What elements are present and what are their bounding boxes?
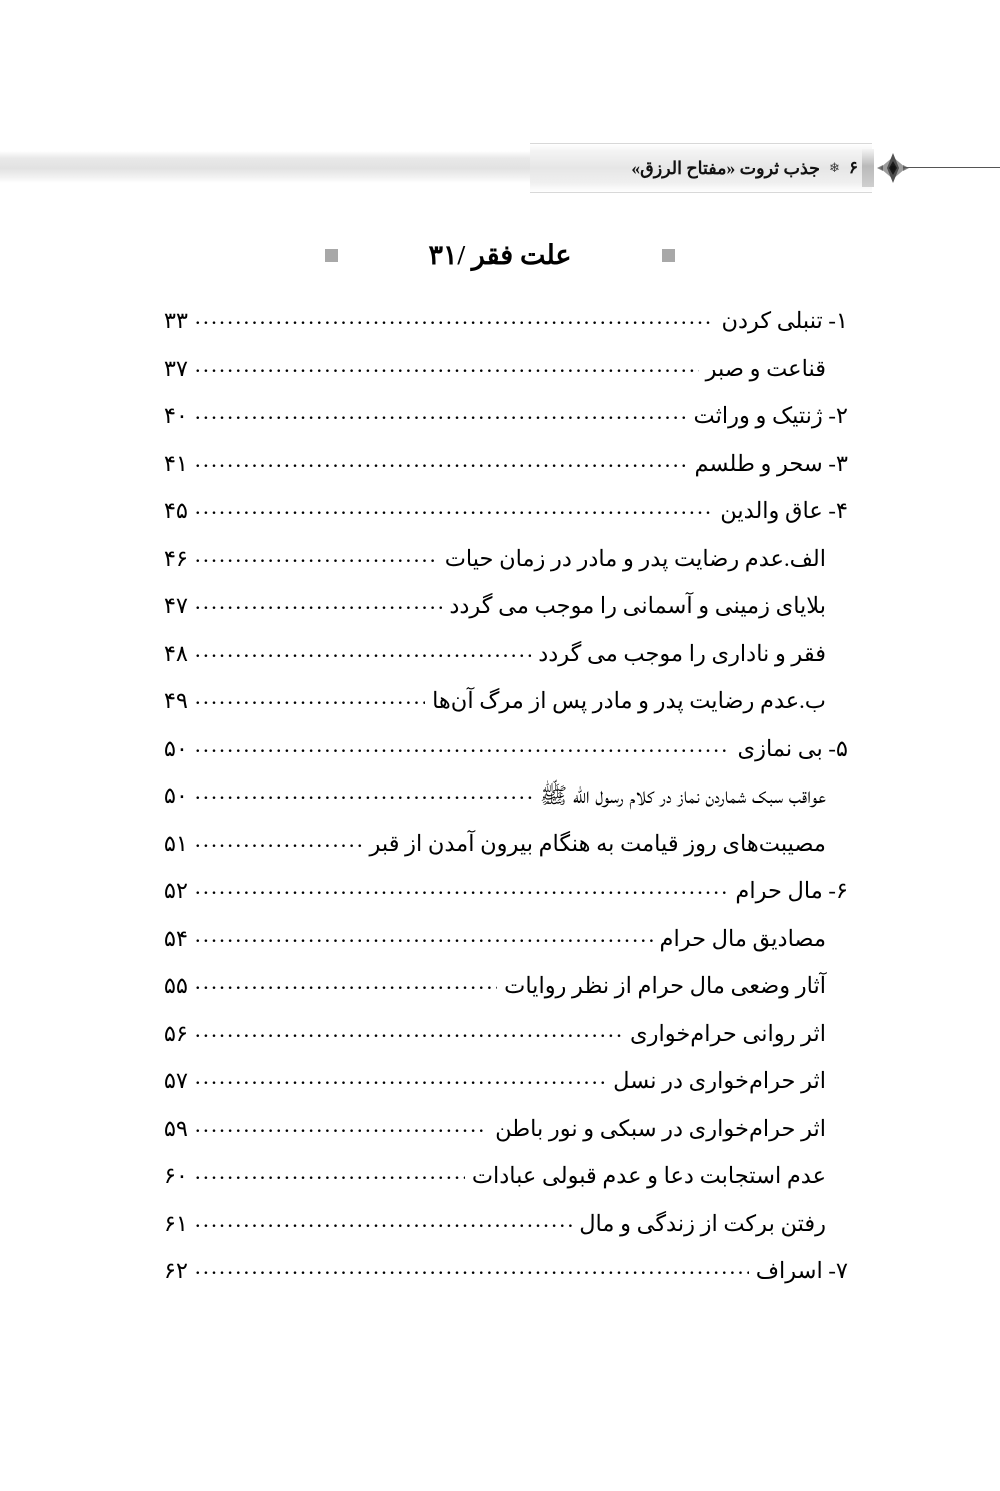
toc-leader-dots <box>195 816 363 864</box>
toc-entry[interactable] <box>152 392 848 440</box>
toc-leader-dots <box>195 1053 606 1101</box>
toc-entry-label: اثر روانی حرام‌خواری <box>630 1020 826 1046</box>
section-title: علت فقر /۳۱ <box>428 239 572 270</box>
page-folio-number: ۶ <box>848 158 858 177</box>
toc-entry-page-number: ۵۰ <box>163 783 188 808</box>
table-of-contents <box>152 297 848 1295</box>
toc-entry[interactable] <box>152 1200 848 1248</box>
toc-entry-label: ۴- عاق والدین <box>720 498 848 523</box>
toc-entry[interactable] <box>152 772 848 820</box>
diamond-ornament-icon <box>876 152 910 184</box>
toc-entry-page-number: ۵۵ <box>163 973 188 998</box>
toc-entry[interactable] <box>152 1010 848 1058</box>
toc-entry[interactable] <box>152 1057 848 1105</box>
toc-entry-page-number: ۵۱ <box>163 830 188 856</box>
toc-entry-page-number: ۴۵ <box>163 498 188 523</box>
toc-entry-label: ۶- مال حرام <box>735 878 848 903</box>
toc-leader-dots <box>195 388 686 436</box>
toc-leader-dots <box>195 436 687 484</box>
toc-leader-dots <box>195 863 728 911</box>
toc-leader-dots <box>195 911 653 959</box>
toc-leader-dots <box>195 768 533 816</box>
toc-entry-page-number: ۴۱ <box>163 450 188 476</box>
toc-entry[interactable] <box>152 345 848 393</box>
header-spine-tab <box>862 149 874 187</box>
toc-entry-label: الف.عدم رضایت پدر و مادر در زمان حیات <box>444 545 826 571</box>
toc-entry-label: ۳- سحر و طلسم <box>694 450 848 476</box>
toc-entry[interactable] <box>152 677 848 725</box>
toc-leader-dots <box>195 341 699 389</box>
toc-entry-page-number: ۶۰ <box>163 1163 188 1188</box>
toc-entry-label: آثار وضعی مال حرام از نظر روایات <box>504 973 826 998</box>
toc-entry-label: ۱- تنبلی کردن <box>721 308 848 333</box>
toc-entry-label: قناعت و صبر <box>705 355 826 381</box>
toc-entry[interactable] <box>152 535 848 583</box>
section-title-row <box>0 232 1000 278</box>
toc-entry-page-number: ۵۹ <box>163 1115 188 1141</box>
toc-entry-label: ب.عدم رضایت پدر و مادر پس از مرگ آن‌ها <box>432 688 826 713</box>
toc-leader-dots <box>195 578 442 626</box>
toc-leader-dots <box>195 1148 465 1196</box>
toc-entry-page-number: ۳۳ <box>163 308 188 333</box>
toc-entry[interactable] <box>152 1247 848 1295</box>
toc-entry-label: رفتن برکت از زندگی و مال <box>579 1210 826 1236</box>
toc-leader-dots <box>195 531 438 579</box>
toc-leader-dots <box>195 1196 572 1244</box>
toc-entry-label: فقر و ناداری را موجب می گردد <box>538 640 826 666</box>
toc-entry[interactable] <box>152 297 848 345</box>
toc-entry-label: عواقب سبک شماردن نماز در کلام رسول الله ﷺ <box>540 783 826 808</box>
header-title-plate <box>530 143 872 193</box>
toc-entry-label: ۵- بی نمازی <box>737 735 848 761</box>
toc-entry[interactable] <box>152 820 848 868</box>
square-marker-icon-right <box>662 249 675 262</box>
toc-entry-label: ۷- اسراف <box>755 1258 848 1283</box>
toc-entry-page-number: ۶۱ <box>163 1210 188 1236</box>
header-rule-line <box>903 167 1000 168</box>
toc-entry[interactable] <box>152 725 848 773</box>
toc-entry-page-number: ۴۷ <box>163 593 188 618</box>
toc-entry-page-number: ۳۷ <box>163 355 188 381</box>
toc-leader-dots <box>195 958 497 1006</box>
running-header <box>0 143 1000 191</box>
toc-entry[interactable] <box>152 440 848 488</box>
toc-entry-page-number: ۵۷ <box>163 1068 188 1093</box>
toc-entry[interactable] <box>152 1105 848 1153</box>
running-title: جذب ثروت «مفتاح الرزق» <box>631 157 820 178</box>
toc-leader-dots <box>195 483 713 531</box>
toc-entry-label: اثر حرام‌خواری در نسل <box>613 1068 826 1093</box>
toc-entry[interactable] <box>152 962 848 1010</box>
toc-leader-dots <box>195 293 714 341</box>
toc-entry-label: اثر حرام‌خواری در سبکی و نور باطن <box>495 1115 826 1141</box>
toc-entry-label: مصادیق مال حرام <box>659 925 826 951</box>
toc-entry-page-number: ۶۲ <box>163 1258 188 1283</box>
toc-leader-dots <box>195 1101 488 1149</box>
toc-entry-page-number: ۴۰ <box>163 403 188 428</box>
toc-entry-label: بلایای زمینی و آسمانی را موجب می گردد <box>449 593 826 618</box>
toc-entry-label: عدم استجابت دعا و عدم قبولی عبادات <box>471 1163 826 1188</box>
toc-entry-label: ۲- ژنتیک و وراثت <box>693 403 848 428</box>
toc-entry[interactable] <box>152 1152 848 1200</box>
toc-entry[interactable] <box>152 867 848 915</box>
toc-leader-dots <box>195 721 731 769</box>
toc-entry-page-number: ۵۰ <box>163 735 188 761</box>
toc-entry-page-number: ۴۹ <box>163 688 188 713</box>
toc-entry[interactable] <box>152 487 848 535</box>
toc-leader-dots <box>195 1006 623 1054</box>
toc-entry[interactable] <box>152 630 848 678</box>
toc-leader-dots <box>195 626 531 674</box>
toc-entry-label: مصیبت‌های روز قیامت به هنگام بیرون آمدن از قبر <box>369 830 826 856</box>
toc-entry-page-number: ۴۶ <box>163 545 188 571</box>
toc-entry[interactable] <box>152 582 848 630</box>
toc-entry-page-number: ۵۴ <box>163 925 188 951</box>
square-marker-icon-left <box>325 249 338 262</box>
toc-entry-page-number: ۵۲ <box>163 878 188 903</box>
toc-entry-page-number: ۵۶ <box>163 1020 188 1046</box>
floret-ornament-icon: ❄ <box>828 159 840 175</box>
toc-leader-dots <box>195 1243 749 1291</box>
toc-entry[interactable] <box>152 915 848 963</box>
toc-leader-dots <box>195 673 425 721</box>
toc-entry-page-number: ۴۸ <box>163 640 188 666</box>
